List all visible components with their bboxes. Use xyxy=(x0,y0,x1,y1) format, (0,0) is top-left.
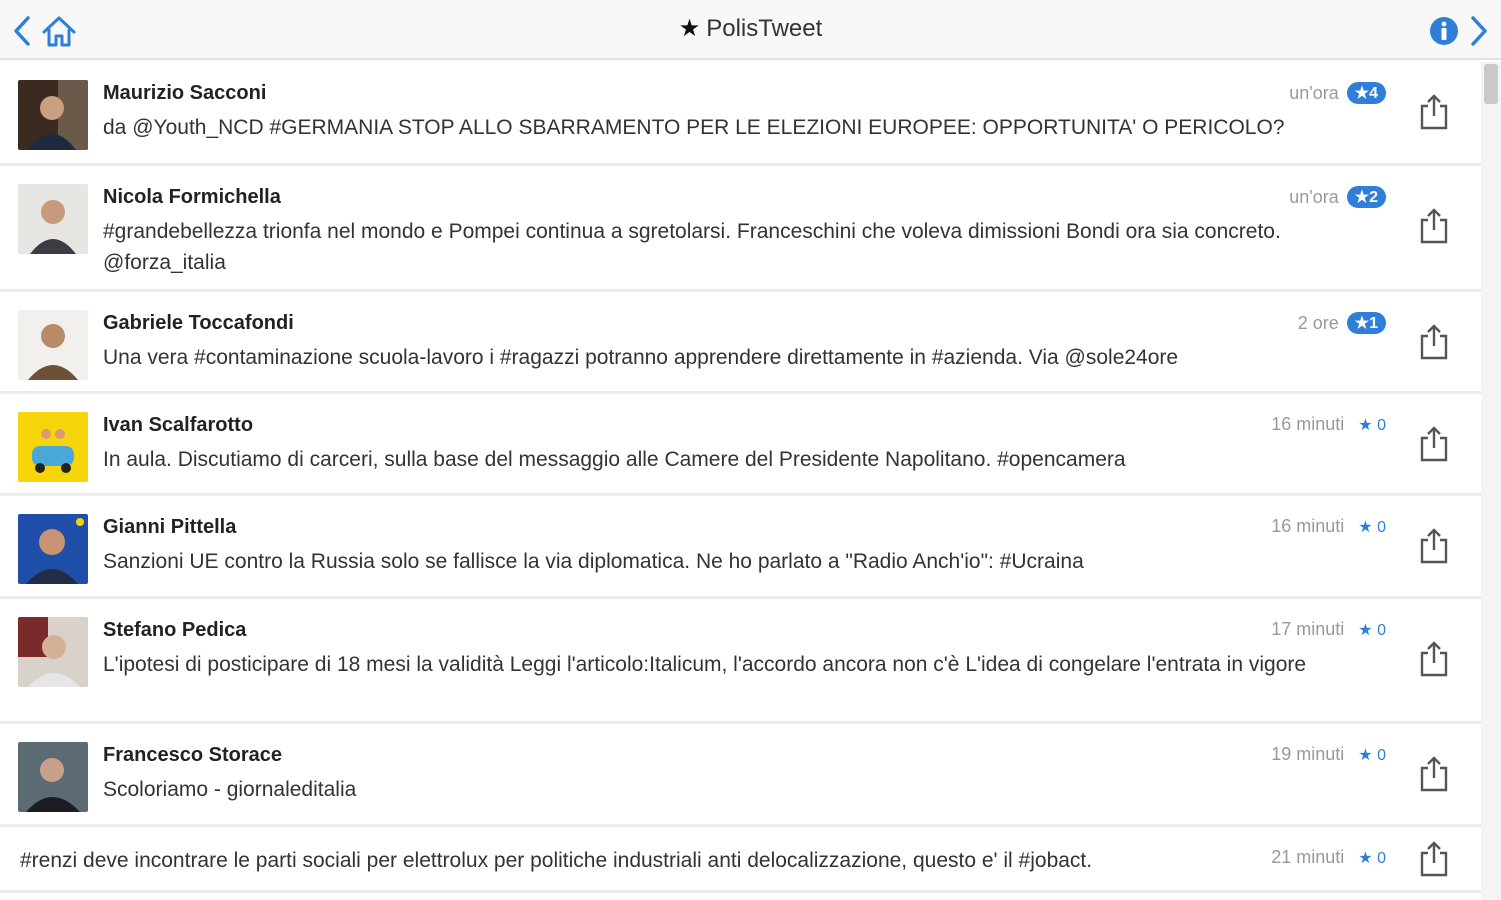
star-badge: ★4 xyxy=(1347,82,1386,104)
avatar xyxy=(18,617,88,687)
star-badge: ★ 0 xyxy=(1358,849,1386,867)
avatar xyxy=(18,80,88,150)
avatar xyxy=(18,310,88,380)
tweet-item[interactable] xyxy=(0,724,1481,827)
share-icon xyxy=(1417,754,1451,794)
avatar xyxy=(18,184,88,254)
header-bar xyxy=(0,0,1501,60)
tweet-item[interactable] xyxy=(0,496,1481,599)
tweet-item[interactable] xyxy=(0,394,1481,496)
share-icon xyxy=(1417,322,1451,362)
star-count: 0 xyxy=(1377,518,1386,536)
star-icon: ★ xyxy=(678,15,701,42)
tweet-time: 17 minuti xyxy=(1271,619,1345,639)
chevron-right-icon xyxy=(1464,12,1494,50)
tweet-time: 2 ore xyxy=(1297,312,1339,333)
tweet-meta xyxy=(1271,744,1386,765)
tweet-author: Stefano Pedica xyxy=(103,619,247,641)
share-button[interactable] xyxy=(1417,526,1451,566)
tweet-time: un'ora xyxy=(1289,82,1339,103)
tweet-author: Nicola Formichella xyxy=(103,186,281,208)
tweet-meta xyxy=(1289,186,1386,208)
share-button[interactable] xyxy=(1417,206,1451,246)
tweet-text: #grandebellezza trionfa nel mondo e Pompei continua a sgretolarsi. Franceschini che voleva dimissioni Bondi ora sia concreto. @forza_italia xyxy=(103,220,1281,274)
share-button[interactable] xyxy=(1417,839,1451,879)
tweet-meta xyxy=(1271,516,1386,537)
tweet-text: Scoloriamo - giornaleditalia xyxy=(103,778,357,801)
tweet-time: un'ora xyxy=(1289,186,1339,207)
tweet-item[interactable] xyxy=(0,166,1481,292)
star-count: 0 xyxy=(1377,621,1386,639)
avatar xyxy=(18,514,88,584)
tweet-feed[interactable] xyxy=(0,62,1481,900)
star-badge: ★ 0 xyxy=(1358,746,1386,764)
tweet-item[interactable] xyxy=(0,599,1481,724)
share-icon xyxy=(1417,839,1451,879)
tweet-text: L'ipotesi di posticipare di 18 mesi la validità Leggi l'articolo:Italicum, l'accordo ancora non c'è L'idea di congelare l'entrata in vigore xyxy=(103,653,1307,676)
vertical-scrollbar[interactable] xyxy=(1481,62,1501,900)
star-count: 4 xyxy=(1369,85,1378,102)
star-count: 2 xyxy=(1369,189,1378,206)
tweet-author: Gianni Pittella xyxy=(103,516,237,538)
star-badge: ★ 0 xyxy=(1358,416,1386,434)
tweet-meta xyxy=(1298,312,1386,334)
share-button[interactable] xyxy=(1417,424,1451,464)
share-button[interactable] xyxy=(1417,322,1451,362)
avatar xyxy=(18,412,88,482)
tweet-text: In aula. Discutiamo di carceri, sulla base del messaggio alle Camere del Presidente Napolitano. #opencamera xyxy=(103,448,1126,471)
star-count: 0 xyxy=(1377,849,1386,867)
tweet-time: 16 minuti xyxy=(1271,414,1345,434)
tweet-author: Ivan Scalfarotto xyxy=(103,414,254,436)
tweet-meta xyxy=(1289,82,1386,104)
app-title: PolisTweet xyxy=(706,15,823,42)
tweet-time: 21 minuti xyxy=(1271,847,1345,867)
tweet-author: Maurizio Sacconi xyxy=(103,82,267,104)
tweet-time: 16 minuti xyxy=(1271,516,1345,536)
star-count: 0 xyxy=(1377,746,1386,764)
share-icon xyxy=(1417,206,1451,246)
star-count: 0 xyxy=(1377,416,1386,434)
share-icon xyxy=(1417,639,1451,679)
tweet-time: 19 minuti xyxy=(1271,744,1345,764)
scrollbar-thumb[interactable] xyxy=(1484,64,1498,104)
share-button[interactable] xyxy=(1417,92,1451,132)
tweet-author: Gabriele Toccafondi xyxy=(103,312,294,334)
tweet-item[interactable] xyxy=(0,292,1481,394)
info-button[interactable] xyxy=(1428,15,1460,47)
tweet-item[interactable] xyxy=(0,62,1481,166)
star-badge: ★1 xyxy=(1347,312,1386,334)
star-badge: ★2 xyxy=(1347,186,1386,208)
tweet-text: Sanzioni UE contro la Russia solo se fallisce la via diplomatica. Ne ho parlato a "Radio Anch'io": #Ucraina xyxy=(103,550,1084,573)
share-icon xyxy=(1417,424,1451,464)
page-title xyxy=(0,14,1501,43)
info-icon xyxy=(1428,15,1460,47)
tweet-text: da @Youth_NCD #GERMANIA STOP ALLO SBARRAMENTO PER LE ELEZIONI EUROPEE: OPPORTUNITA' O PERICOLO? xyxy=(103,116,1285,139)
tweet-item[interactable] xyxy=(0,827,1481,893)
avatar xyxy=(18,742,88,812)
star-badge: ★ 0 xyxy=(1358,621,1386,639)
tweet-text: Una vera #contaminazione scuola-lavoro i #ragazzi potranno apprendere direttamente in #azienda. Via @sole24ore xyxy=(103,346,1179,369)
forward-button[interactable] xyxy=(1464,12,1494,50)
tweet-text: #renzi deve incontrare le parti sociali per elettrolux per politiche industriali anti delocalizzazione, questo e' il #jobact. xyxy=(20,849,1093,872)
tweet-meta xyxy=(1271,414,1386,435)
star-count: 1 xyxy=(1369,315,1378,332)
tweet-meta xyxy=(1271,619,1386,640)
share-icon xyxy=(1417,526,1451,566)
star-badge: ★ 0 xyxy=(1358,518,1386,536)
tweet-author: Francesco Storace xyxy=(103,744,282,766)
share-button[interactable] xyxy=(1417,754,1451,794)
share-button[interactable] xyxy=(1417,639,1451,679)
tweet-meta xyxy=(1271,847,1386,868)
share-icon xyxy=(1417,92,1451,132)
